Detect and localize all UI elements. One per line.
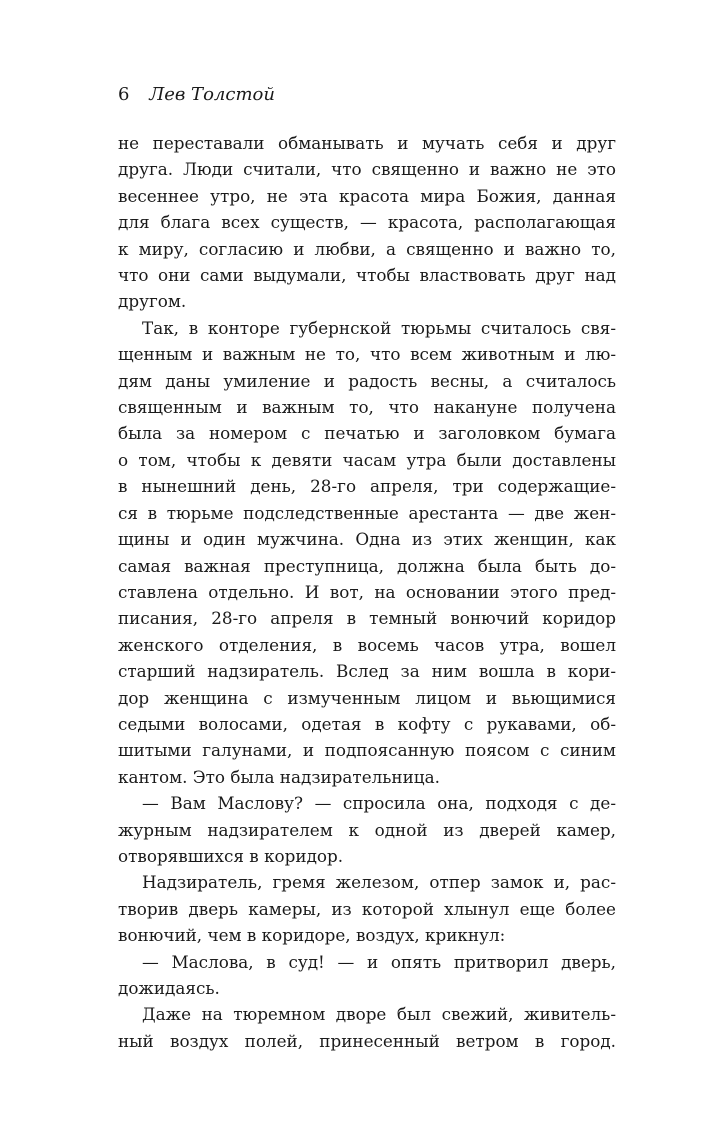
text-line: Так, в конторе губернской тюрьмы считалось свя- — [142, 317, 616, 338]
text-line: — Маслова, в суд! — и опять притворил дверь, — [142, 951, 616, 972]
text-line: кантом. Это была надзирательница. — [118, 766, 440, 787]
text-line: писания, 28-го апреля в темный вонючий коридор — [118, 608, 616, 629]
text-line: вонючий, чем в коридоре, воздух, крикнул: — [118, 925, 506, 946]
text-line: старший надзиратель. Вслед за ним вошла в кори- — [118, 661, 616, 682]
text-line: что они сами выдумали, чтобы властвовать друг над — [118, 265, 616, 286]
text-line: ся в тюрьме подследственные арестанта — две жен- — [118, 502, 616, 523]
text-line: не переставали обманывать и мучать себя и друг — [118, 133, 616, 153]
text-line: друга. Люди считали, что священно и важно не это — [118, 159, 616, 180]
text-line: весеннее утро, не эта красота мира Божия, данная — [118, 185, 616, 206]
text-line: шитыми галунами, и подпоясанную поясом с синим — [118, 740, 616, 761]
text-line: самая важная преступница, должна была быть до- — [118, 555, 616, 576]
text-line: к миру, согласию и любви, а священно и важно то, — [118, 238, 616, 259]
text-line: дям даны умиление и радость весны, а считалось — [118, 370, 616, 391]
running-title: Лев Толстой — [149, 84, 275, 105]
text-line: была за номером с печатью и заголовком бумага — [118, 423, 616, 444]
text-line: ный воздух полей, принесенный ветром в город. — [118, 1030, 616, 1051]
text-line: другом. — [118, 291, 187, 312]
text-line: дожидаясь. — [118, 978, 220, 998]
running-head — [118, 84, 275, 105]
text-line: щенным и важным не то, что всем животным и лю- — [118, 344, 616, 365]
text-line: Надзиратель, гремя железом, отпер замок и, рас- — [142, 872, 616, 893]
text-line: творив дверь камеры, из которой хлынул еще более — [118, 898, 616, 919]
text-line: Даже на тюремном дворе был свежий, живитель- — [142, 1004, 616, 1025]
text-line: ставлена отдельно. И вот, на основании этого пред- — [118, 581, 616, 602]
text-line: отворявшихся в коридор. — [118, 845, 344, 866]
text-line: в нынешний день, 28-го апреля, три содержащие- — [118, 476, 616, 497]
text-line: о том, чтобы к девяти часам утра были доставлены — [118, 449, 616, 470]
text-line: дор женщина с измученным лицом и вьющимися — [118, 687, 616, 708]
text-line: — Вам Маслову? — спросила она, подходя с де- — [142, 793, 616, 814]
page-number: 6 — [118, 84, 130, 105]
body-text — [118, 130, 616, 1054]
text-line: седыми волосами, одетая в кофту с рукавами, об- — [118, 713, 616, 734]
text-line: женского отделения, в восемь часов утра, вошел — [118, 634, 616, 655]
text-line: священным и важным то, что накануне получена — [118, 397, 616, 418]
text-line: журным надзирателем к одной из дверей камер, — [118, 819, 616, 840]
text-line: для блага всех существ, — красота, располагающая — [118, 212, 616, 233]
text-line: щины и один мужчина. Одна из этих женщин, как — [118, 529, 616, 550]
